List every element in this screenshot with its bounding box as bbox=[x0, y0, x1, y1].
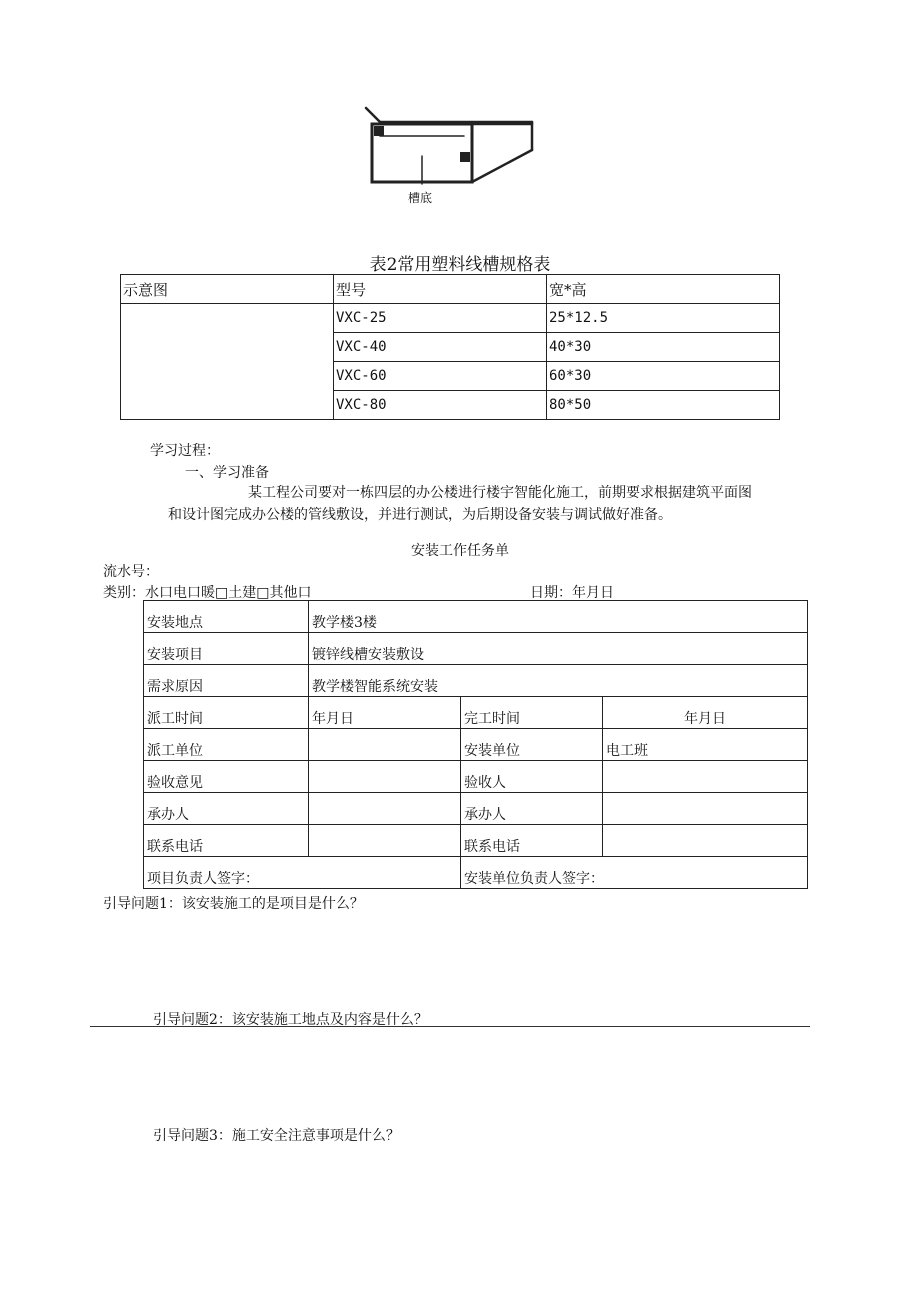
reason-label: 需求原因 bbox=[144, 665, 309, 697]
category-label: 类别：水口电口暖□土建□其他口 bbox=[103, 585, 312, 601]
header-size: 宽*高 bbox=[547, 275, 780, 304]
header-model: 型号 bbox=[334, 275, 547, 304]
project-lead-signature: 项目负责人签字： bbox=[144, 857, 461, 889]
trough-bottom-label: 槽底 bbox=[408, 191, 433, 205]
project-value: 镀锌线槽安装敷设 bbox=[309, 633, 808, 665]
finish-time-label: 完工时间 bbox=[461, 697, 603, 729]
table-row bbox=[121, 275, 780, 304]
install-unit-label: 安装单位 bbox=[461, 729, 603, 761]
guide-question-1: 引导问题1：该安装施工的是项目是什么？ bbox=[103, 896, 364, 912]
model-cell: VXC-80 bbox=[334, 391, 547, 420]
learning-process-heading: 学习过程： bbox=[150, 443, 220, 459]
location-value: 教学楼3楼 bbox=[309, 601, 808, 633]
phone-right-label: 联系电话 bbox=[461, 825, 603, 857]
size-cell: 40*30 bbox=[547, 333, 780, 362]
cable-trough-illustration bbox=[360, 100, 540, 210]
table-row bbox=[144, 761, 808, 793]
table-row bbox=[144, 857, 808, 889]
handler-right-label: 承办人 bbox=[461, 793, 603, 825]
phone-right-value bbox=[603, 825, 808, 857]
spec-table bbox=[120, 274, 780, 420]
diagram-cell bbox=[121, 304, 334, 420]
horizontal-divider bbox=[90, 1026, 810, 1027]
table-row bbox=[144, 633, 808, 665]
acceptance-opinion-value bbox=[309, 761, 461, 793]
project-label: 安装项目 bbox=[144, 633, 309, 665]
dispatch-unit-value bbox=[309, 729, 461, 761]
phone-left-label: 联系电话 bbox=[144, 825, 309, 857]
intro-paragraph-line2: 和设计图完成办公楼的管线敷设，并进行测试，为后期设备安装与调试做好准备。 bbox=[168, 507, 672, 523]
date-label: 日期：年月日 bbox=[530, 585, 614, 601]
handler-left-label: 承办人 bbox=[144, 793, 309, 825]
table-row bbox=[144, 601, 808, 633]
size-cell: 25*12.5 bbox=[547, 304, 780, 333]
guide-question-2: 引导问题2：该安装施工地点及内容是什么？ bbox=[153, 1012, 428, 1028]
location-label: 安装地点 bbox=[144, 601, 309, 633]
reason-value: 教学楼智能系统安装 bbox=[309, 665, 808, 697]
dispatch-unit-label: 派工单位 bbox=[144, 729, 309, 761]
header-diagram: 示意图 bbox=[121, 275, 334, 304]
intro-paragraph-line1: 某工程公司要对一栋四层的办公楼进行楼宇智能化施工，前期要求根据建筑平面图 bbox=[248, 485, 752, 501]
acceptor-value bbox=[603, 761, 808, 793]
model-cell: VXC-40 bbox=[334, 333, 547, 362]
table-row bbox=[121, 304, 780, 333]
table-row bbox=[144, 825, 808, 857]
guide-question-3: 引导问题3：施工安全注意事项是什么？ bbox=[153, 1128, 400, 1144]
model-cell: VXC-60 bbox=[334, 362, 547, 391]
model-cell: VXC-25 bbox=[334, 304, 547, 333]
table-row bbox=[144, 665, 808, 697]
finish-time-value: 年月日 bbox=[603, 697, 808, 729]
phone-left-value bbox=[309, 825, 461, 857]
table-row bbox=[144, 729, 808, 761]
spec-table-caption: 表2常用塑料线槽规格表 bbox=[369, 255, 551, 275]
acceptor-label: 验收人 bbox=[461, 761, 603, 793]
size-cell: 80*50 bbox=[547, 391, 780, 420]
learning-prep-heading: 一、学习准备 bbox=[185, 465, 269, 481]
size-cell: 60*30 bbox=[547, 362, 780, 391]
dispatch-time-label: 派工时间 bbox=[144, 697, 309, 729]
handler-right-value bbox=[603, 793, 808, 825]
table-row bbox=[144, 793, 808, 825]
handler-left-value bbox=[309, 793, 461, 825]
task-form-table bbox=[143, 600, 808, 889]
serial-number-label: 流水号： bbox=[103, 564, 159, 580]
table-row bbox=[144, 697, 808, 729]
acceptance-opinion-label: 验收意见 bbox=[144, 761, 309, 793]
install-lead-signature: 安装单位负责人签字： bbox=[461, 857, 808, 889]
install-unit-value: 电工班 bbox=[603, 729, 808, 761]
task-form-title: 安装工作任务单 bbox=[411, 543, 509, 559]
dispatch-time-value: 年月日 bbox=[309, 697, 461, 729]
